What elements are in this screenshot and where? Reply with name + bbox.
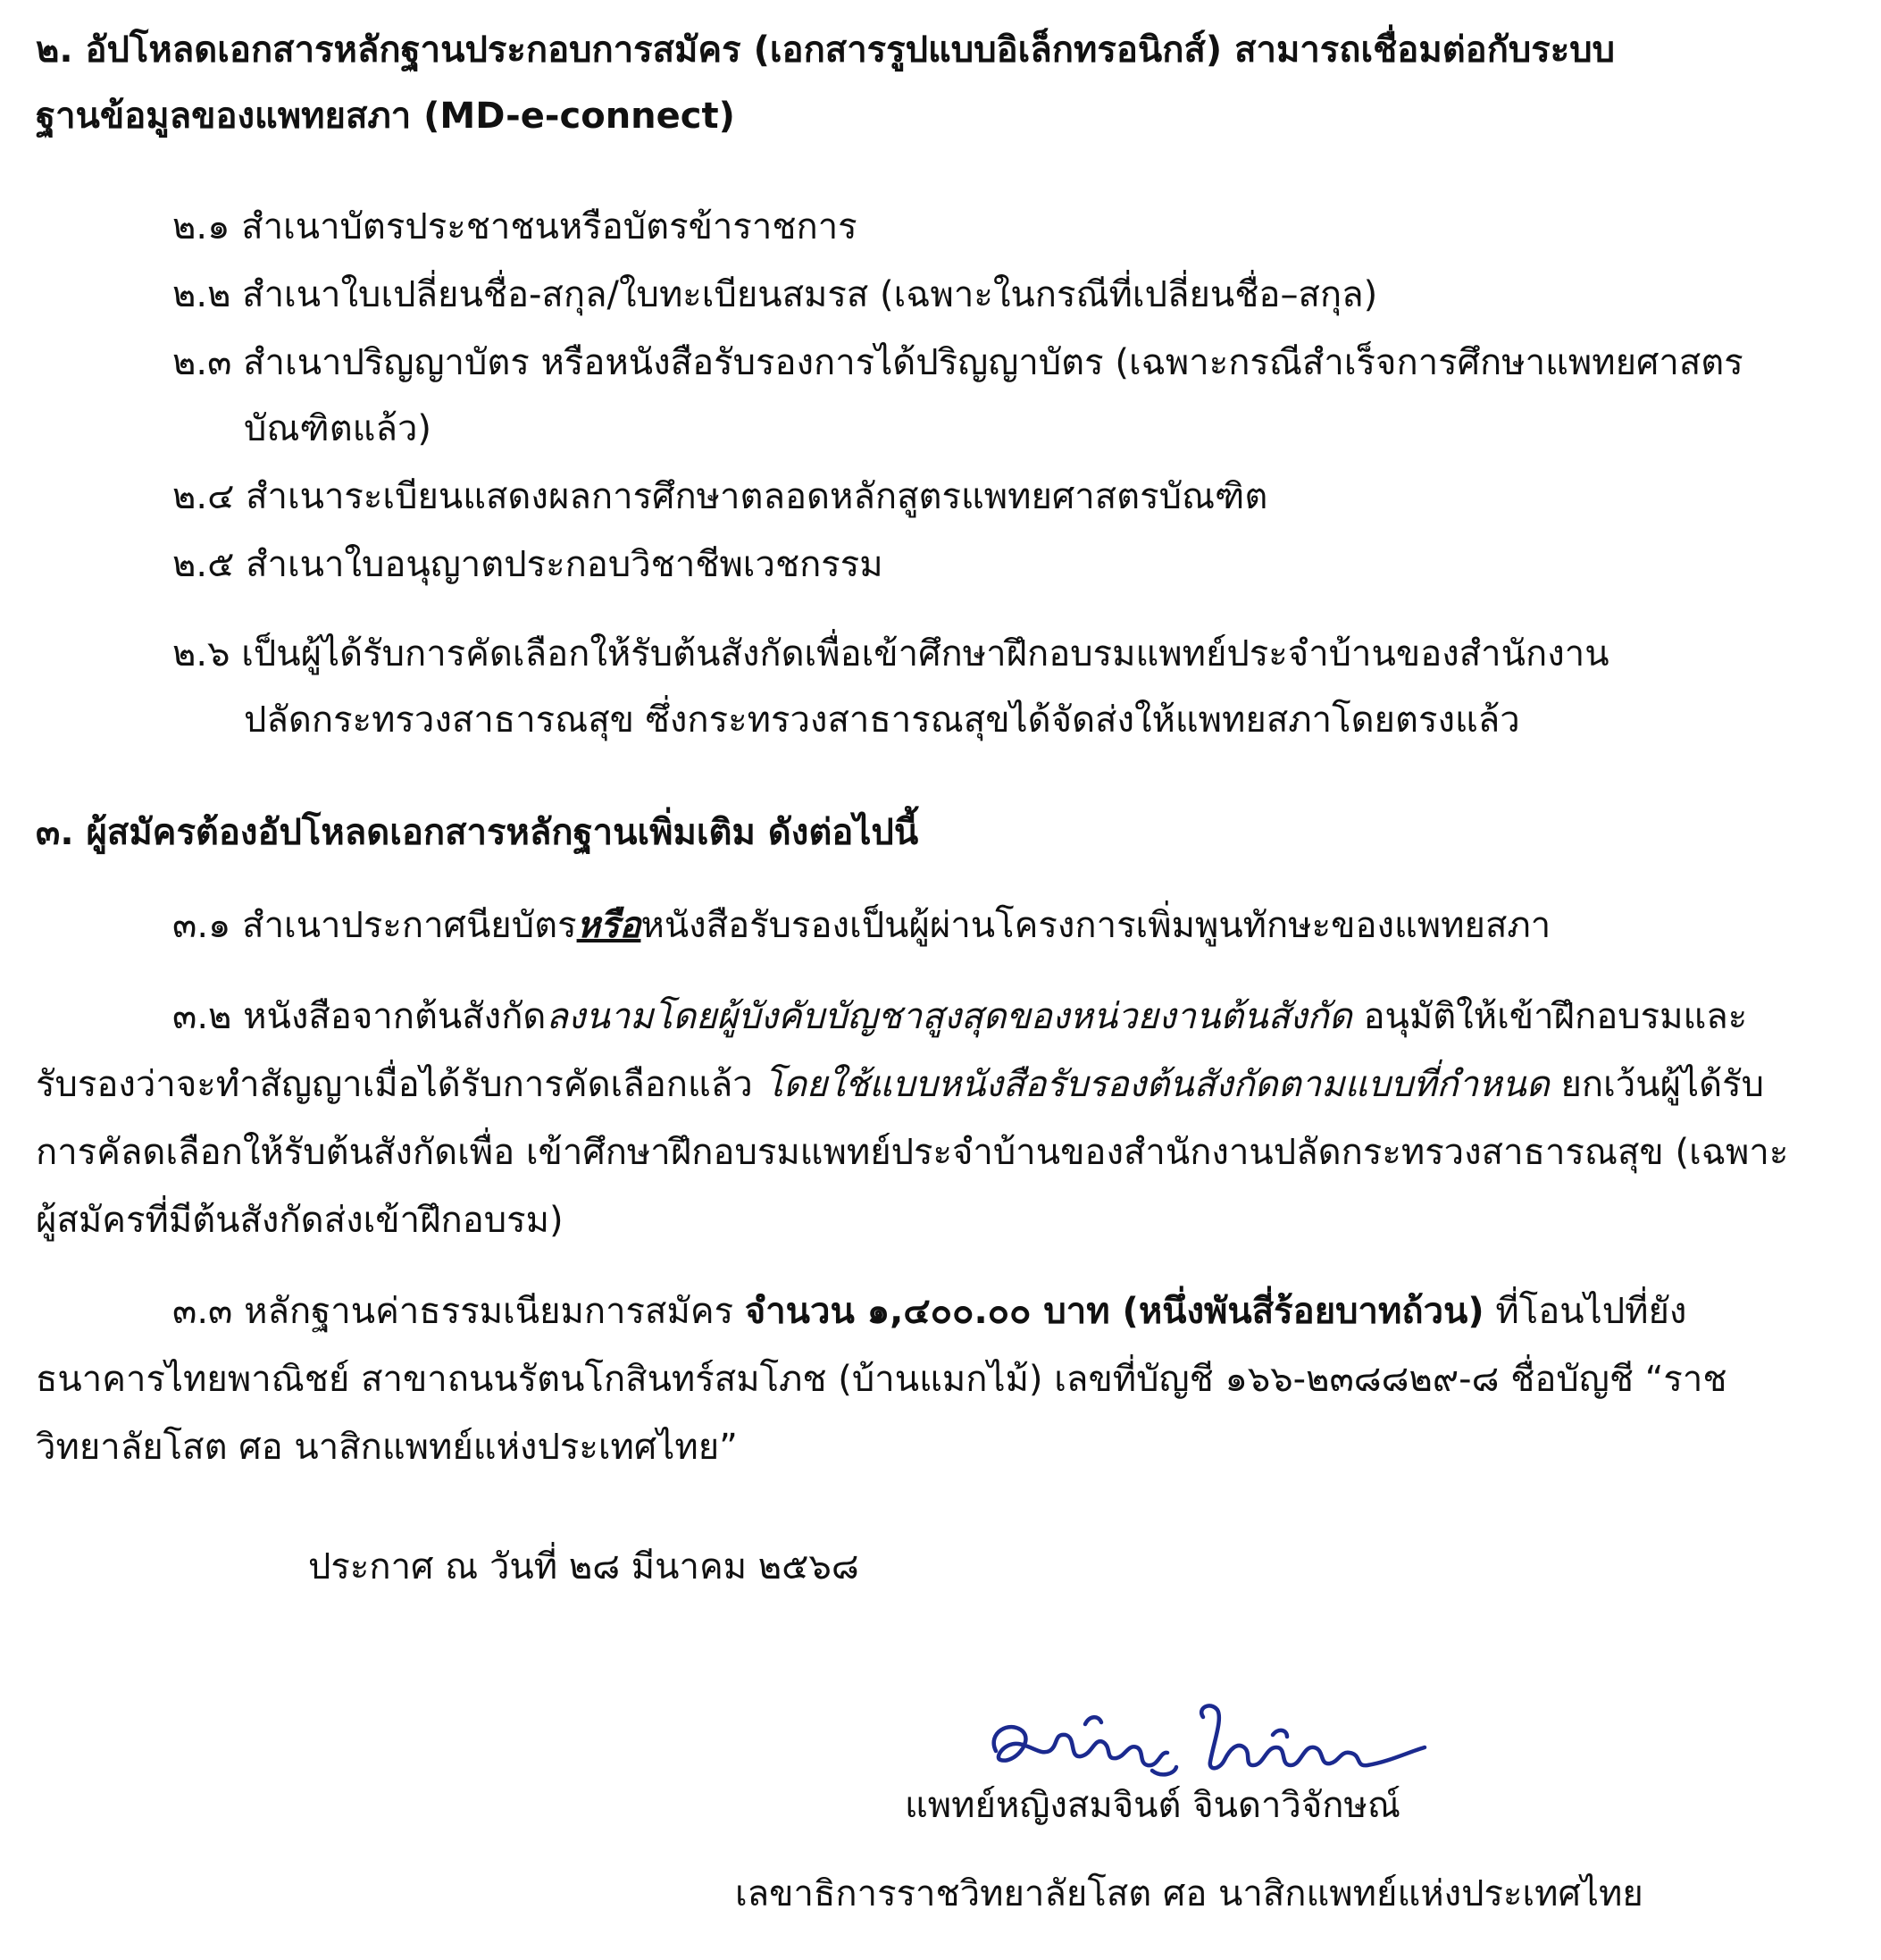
item-2-1: ๒.๑ สำเนาบัตรประชาชนหรือบัตรข้าราชการ (172, 206, 857, 247)
item-2-3-line-2: บัณฑิตแล้ว) (244, 408, 432, 449)
item-3-1 (172, 902, 1551, 949)
item-3-1-emphasis: หรือ (576, 905, 641, 946)
signatory-name: แพทย์หญิงสมจินต์ จินดาวิจักษณ์ (905, 1785, 1400, 1826)
item-3-3-fee-amount: จำนวน ๑,๔๐๐.๐๐ บาท (หนึ่งพันสี่ร้อยบาทถ้วน) (744, 1291, 1484, 1332)
item-3-2-line-1 (172, 993, 1747, 1040)
item-2-5: ๒.๕ สำเนาใบอนุญาตประกอบวิชาชีพเวชกรรม (172, 544, 883, 585)
item-2-4: ๒.๔ สำเนาระเบียนแสดงผลการศึกษาตลอดหลักสูตรแพทยศาสตรบัณฑิต (172, 476, 1268, 517)
item-3-3-line-3: วิทยาลัยโสต ศอ นาสิกแพทย์แห่งประเทศไทย” (36, 1427, 738, 1468)
item-3-2-text-rest: อนุมัติให้เข้าฝึกอบรมและ (1351, 996, 1748, 1037)
item-3-2-line-4: ผู้สมัครที่มีต้นสังกัดส่งเข้าฝึกอบรม) (36, 1200, 564, 1241)
item-3-2-text: ๓.๒ หนังสือจากต้นสังกัด (172, 996, 547, 1037)
item-3-1-text-rest: หนังสือรับรองเป็นผู้ผ่านโครงการเพิ่มพูนทักษะของแพทยสภา (640, 905, 1551, 946)
item-3-2-emphasis: ลงนามโดยผู้บังคับบัญชาสูงสุดของหน่วยงานต้นสังกัด (546, 996, 1352, 1037)
item-3-3-line-2: ธนาคารไทยพาณิชย์ สาขาถนนรัตนโกสินทร์สมโภช (บ้านแมกไม้) เลขที่บัญชี ๑๖๖-๒๓๘๘๒๙-๘ ชื่อบัญชี “ราช (36, 1359, 1727, 1400)
handwritten-signature (969, 1688, 1434, 1796)
section-2-heading-line-2: ฐานข้อมูลของแพทยสภา (MD-e-connect) (36, 96, 735, 137)
item-3-2-line-2-text: รับรองว่าจะทำสัญญาเมื่อได้รับการคัดเลือกแล้ว (36, 1064, 765, 1105)
item-3-2-line-2 (36, 1061, 1764, 1108)
item-3-2-line-3: การคัลดเลือกให้รับต้นสังกัดเพื่อ เข้าศึกษาฝึกอบรมแพทย์ประจำบ้านของสำนักงานปลัดกระทรวงสาธารณสุข (เฉพาะ (36, 1132, 1789, 1173)
item-2-6-line-2: ปลัดกระทรวงสาธารณสุข ซึ่งกระทรวงสาธารณสุขได้จัดส่งให้แพทยสภาโดยตรงแล้ว (244, 699, 1520, 741)
item-3-2-line-2-emphasis: โดยใช้แบบหนังสือรับรองต้นสังกัดตามแบบที่กำหนด (764, 1064, 1550, 1105)
item-2-6-line-1: ๒.๖ เป็นผู้ได้รับการคัดเลือกให้รับต้นสังกัดเพื่อเข้าศึกษาฝึกอบรมแพทย์ประจำบ้านของสำนักงาน (172, 633, 1609, 674)
item-3-3-line-1 (172, 1288, 1686, 1335)
item-3-3-text-rest: ที่โอนไปที่ยัง (1484, 1291, 1687, 1332)
item-3-1-text: ๓.๑ สำเนาประกาศนียบัตร (172, 905, 577, 946)
item-2-2: ๒.๒ สำเนาใบเปลี่ยนชื่อ-สกุล/ใบทะเบียนสมรส (เฉพาะในกรณีที่เปลี่ยนชื่อ–สกุล) (172, 274, 1378, 315)
item-2-3-line-1: ๒.๓ สำเนาปริญญาบัตร หรือหนังสือรับรองการได้ปริญญาบัตร (เฉพาะกรณีสำเร็จการศึกษาแพทยศาสตร (172, 342, 1743, 383)
item-3-3-text: ๓.๓ หลักฐานค่าธรรมเนียมการสมัคร (172, 1291, 745, 1332)
section-3-heading: ๓. ผู้สมัครต้องอัปโหลดเอกสารหลักฐานเพิ่มเติม ดังต่อไปนี้ (36, 812, 919, 853)
item-3-2-line-2-text-rest: ยกเว้นผู้ได้รับ (1549, 1064, 1765, 1105)
section-2-heading-line-1: ๒. อัปโหลดเอกสารหลักฐานประกอบการสมัคร (เอกสารรูปแบบอิเล็กทรอนิกส์) สามารถเชื่อมต่อกับระบบ (36, 29, 1616, 71)
announcement-date: ประกาศ ณ วันที่ ๒๘ มีนาคม ๒๕๖๘ (308, 1546, 859, 1587)
signatory-position: เลขาธิการราชวิทยาลัยโสต ศอ นาสิกแพทย์แห่งประเทศไทย (735, 1873, 1643, 1914)
